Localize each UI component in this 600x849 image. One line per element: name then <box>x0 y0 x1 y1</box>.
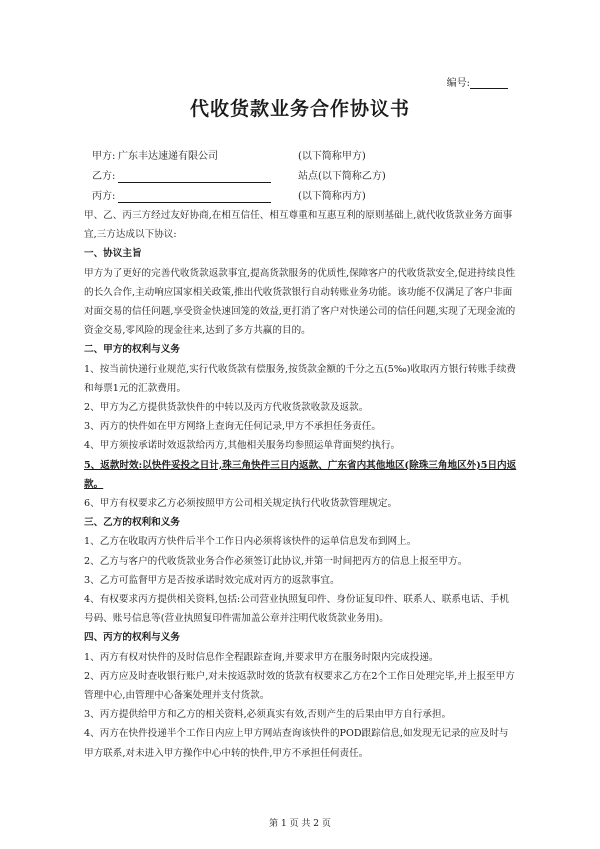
section-heading: 二、甲方的权利与义务 <box>84 344 180 356</box>
section-heading: 三、乙方的权利和义务 <box>84 517 180 529</box>
section-paragraph: 1、丙方有权对快件的及时信息作全程跟踪查询,并要求甲方在服务时限内完成投递。 <box>84 651 439 663</box>
page-footer: 第 1 页 共 2 页 <box>269 819 331 829</box>
section-paragraph: 3、丙方提供给甲方和乙方的相关资料,必须真实有效,否则产生的后果由甲方自行承担。 <box>84 709 452 721</box>
section-paragraph: 3、乙方可监督甲方是否按承诺时效完成对丙方的返款事宜。 <box>84 574 340 586</box>
party-b-note: 站点(以下简称乙方) <box>298 171 386 182</box>
party-c-note: (以下简称丙方) <box>298 191 366 202</box>
document-title: 代收货款业务合作协议书 <box>189 98 410 120</box>
agreement-body <box>84 206 518 763</box>
return-timeframe-clause: 5、返款时效:以快件妥投之日计,珠三角快件三日内返款、广东省内其他地区(除珠三角地区外)5日内返款。 <box>84 459 517 490</box>
section-paragraph: 1、乙方在收取丙方快件后半个工作日内必须将该快件的运单信息发布到网上。 <box>84 536 417 548</box>
party-a-label: 甲方: <box>92 151 116 162</box>
party-b-blank <box>118 171 271 183</box>
party-c-blank <box>118 191 271 203</box>
party-b-label: 乙方: <box>92 171 116 182</box>
section-paragraph: 6、甲方有权要求乙方必须按照甲方公司相关规定执行代收货款管理规定。 <box>84 498 398 510</box>
section-paragraph: 2、丙方应及时查收银行账户,对未按返款时效的货款有权要求乙方在2个工作日处理完毕,并上报至甲方管理中心,由管理中心备案处理并支付货款。 <box>84 670 515 702</box>
section-paragraph: 2、乙方与客户的代收货款业务合作必须签订此协议,并第一时间把丙方的信息上报至甲方。 <box>84 555 468 567</box>
section-paragraph: 4、有权要求丙方提供相关资料,包括:公司营业执照复印件、身份证复印件、联系人、联系电话、手机号码、账号信息等(营业执照复印件需加盖公章并注明代收货款业务用)。 <box>84 594 509 625</box>
section-paragraph: 4、丙方在快件投递半个工作日内应上甲方网站查询该快件的POD跟踪信息,如发现无记录的应及时与甲方联系,对未进入甲方操作中心中转的快件,甲方不承担任何责任。 <box>84 728 509 759</box>
section-paragraph: 3、丙方的快件如在甲方网络上查询无任何记录,甲方不承担任务责任。 <box>84 421 381 433</box>
section-heading: 四、丙方的权利与义务 <box>84 632 180 644</box>
document-number-blank <box>470 78 508 89</box>
document-number-label: 编号: <box>446 78 470 89</box>
section-paragraph: 1、按当前快递行业规范,实行代收货款有偿服务,按货款金额的千分之五(5‰)收取丙方银行转账手续费和每票1元的汇款费用。 <box>84 363 517 394</box>
document-number <box>447 74 508 89</box>
party-a-note: (以下简称甲方) <box>298 151 366 162</box>
party-b <box>92 168 386 188</box>
section-paragraph: 2、甲方为乙方提供货款快件的中转以及丙方代收货款收款及返款。 <box>84 402 369 414</box>
intro-paragraph: 甲、乙、丙三方经过友好协商,在相互信任、相互尊重和互惠互利的原则基础上,就代收货款业务方面事宜,三方达成以下协议: <box>84 210 513 241</box>
section-paragraph: 4、甲方须按承诺时效返款给丙方,其他相关服务均参照运单背面契约执行。 <box>84 440 401 452</box>
party-c-label: 丙方: <box>92 191 116 202</box>
party-a-name: 广东丰达速递有限公司 <box>118 151 218 162</box>
party-c <box>92 188 366 208</box>
parties-block <box>92 148 386 208</box>
section-heading: 一、协议主旨 <box>84 248 142 260</box>
section-paragraph: 甲方为了更好的完善代收货款返款事宜,提高货款服务的优质性,保障客户的代收货款安全,促进持续良性的长久合作,主动响应国家相关政策,推出代收货款银行自动转账业务功能。该功能不仅满足了客户非面对面交易的信任问题,享受资金快速回笼的效益,更打消了客户对快递公司的信任问题,实现了无现金流的资金交易,零风险的现金往来,达到了多方共赢的目的。 <box>84 267 516 337</box>
party-a <box>92 148 366 168</box>
